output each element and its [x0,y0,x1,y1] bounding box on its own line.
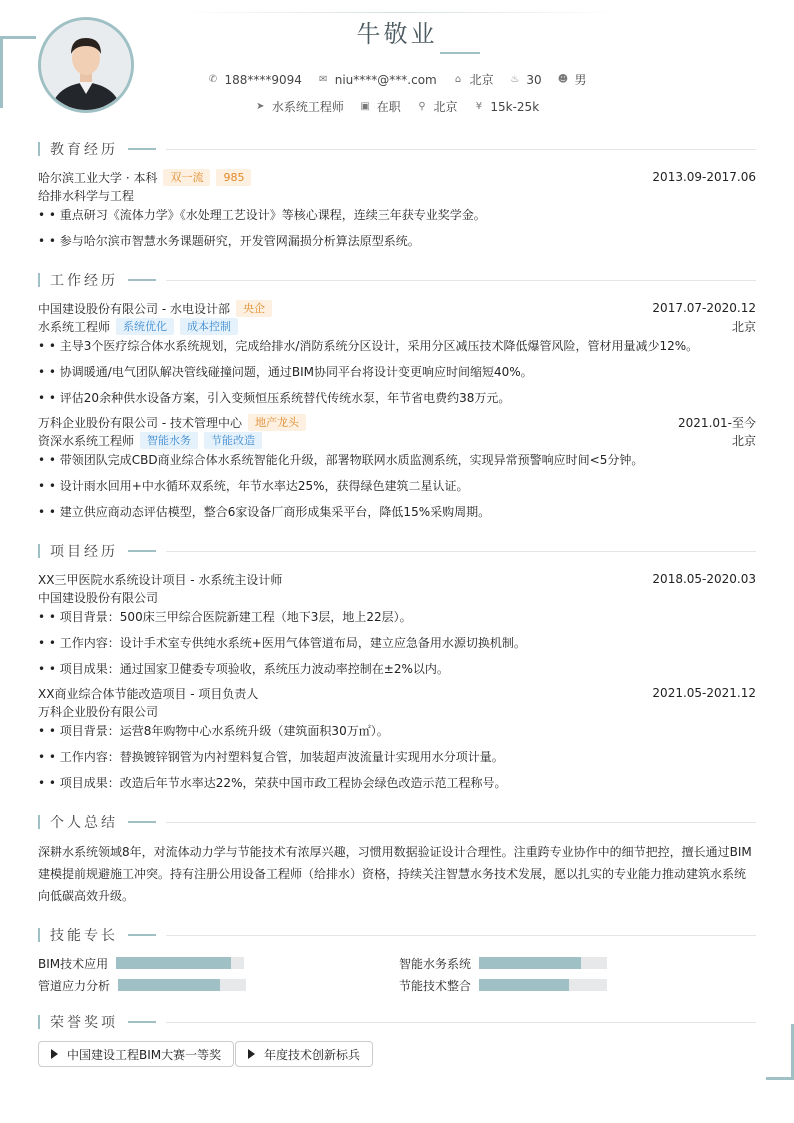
project-date: 2021.05-2021.12 [652,686,756,700]
education-major-row [38,187,756,203]
work-date: 2017.07-2020.12 [652,301,756,315]
location-icon: ⚲ [418,101,426,112]
skill-item [399,978,607,992]
work-bullet: • • 评估20余种供水设备方案，引入变频恒压系统替代传统水泵，年节省电费约38万元。 [38,391,511,405]
skill-name: 节能技术整合 [399,978,472,993]
project-bullet: • • 工作内容：替换镀锌钢管为内衬塑料复合管，加装超声波流量计实现用水分项计量。 [38,750,504,764]
school-name: 哈尔滨工业大学 · 本科 [38,170,158,185]
work-city-text: 北京 [433,100,458,114]
job-title: 资深水系统工程师 [38,433,135,448]
skill-tag: 系统优化 [116,318,174,335]
contact-row [0,71,794,88]
job-title: 水系统工程师 [38,319,111,334]
section-title-education: 教育经历 [38,141,756,157]
education-tag: 985 [216,169,251,186]
job-target-item [255,98,344,115]
corner-decoration-bottom-right [766,1024,794,1080]
project-name: XX三甲医院水系统设计项目 - 水系统主设计师 [38,572,283,587]
skill-bar [118,979,246,991]
city-text: 北京 [469,73,494,87]
work-company-row [38,414,756,430]
work-bullet: • • 设计雨水回用+中水循环双系统，年节水率达25%，获得绿色建筑二星认证。 [38,479,469,493]
money-icon: ¥ [475,101,483,112]
gender-text: 男 [574,73,587,87]
gender-item [558,71,587,88]
project-header [38,685,756,701]
send-icon: ➤ [256,101,265,112]
skill-tag: 节能改造 [204,432,262,449]
project-org-row [38,703,756,719]
project-org: 中国建设股份有限公司 [38,590,159,605]
work-title-row [38,318,756,334]
job-intent-row [0,98,794,115]
section-title-awards: 荣誉奖项 [38,1014,756,1030]
person-icon: ☻ [557,74,569,85]
skill-name: BIM技术应用 [38,956,109,971]
project-bullet: • • 项目成果：通过国家卫健委专项验收，系统压力波动率控制在±2%以内。 [38,662,449,676]
company-tag: 地产龙头 [248,414,306,431]
skill-bar-fill [479,979,569,991]
education-date: 2013.09-2017.06 [652,170,756,184]
skill-tag: 智能水务 [140,432,198,449]
education-bullet: • • 重点研习《流体力学》《水处理工艺设计》等核心课程，连续三年获专业奖学金。 [38,208,486,222]
project-date: 2018.05-2020.03 [652,572,756,586]
project-bullet: • • 项目背景：500床三甲综合医院新建工程（地下3层，地上22层）。 [38,610,412,624]
age-text: 30 [526,72,542,87]
skill-bar-fill [116,957,231,969]
salary-text: 15k-25k [490,99,540,114]
play-icon [51,1049,58,1059]
mail-icon: ✉ [319,74,328,85]
skill-name: 智能水务系统 [399,956,472,971]
work-city: 北京 [731,319,756,334]
award-item [235,1041,373,1067]
work-company-row [38,300,756,316]
work-city-item [417,98,458,115]
major: 给排水科学与工程 [38,188,135,203]
phone-text: 188****9094 [224,72,302,87]
status-text: 在职 [376,100,401,114]
home-icon: ⌂ [454,74,462,85]
age-item [509,73,541,87]
summary-text: 深耕水系统领域8年，对流体动力学与节能技术有浓厚兴趣，习惯用数据验证设计合理性。注重跨专业协作中的细节把控，擅长通过BIM建模提前规避施工冲突。持有注册公用设备工程师（给排水）资格，持续关注智慧水务技术发展，愿以扎实的专业能力推动建筑水系统向低碳高效升级。 [38,845,752,903]
project-header [38,571,756,587]
briefcase-icon: ▣ [360,101,370,112]
skill-bar [479,957,607,969]
award-name: 年度技术创新标兵 [264,1047,361,1062]
skill-item [38,978,246,992]
section-title-work: 工作经历 [38,272,756,288]
company-name: 中国建设股份有限公司 - 水电设计部 [38,301,230,316]
skill-bar-fill [479,957,581,969]
work-bullet: • • 带领团队完成CBD商业综合体水系统智能化升级，部署物联网水质监测系统，实现异常预警响应时间<5分钟。 [38,453,644,467]
work-bullet: • • 协调暖通/电气团队解决管线碰撞问题，通过BIM协同平台将设计变更响应时间缩短40%。 [38,365,533,379]
section-title-project: 项目经历 [38,543,756,559]
project-org: 万科企业股份有限公司 [38,704,159,719]
candidate-name: 牛敬业 [356,20,438,48]
email-item [318,73,437,87]
work-date: 2021.01-至今 [678,415,756,430]
phone-item [207,73,301,87]
skill-tag: 成本控制 [180,318,238,335]
skill-bar-fill [118,979,220,991]
work-city: 北京 [731,433,756,448]
cake-icon: ♨ [510,74,520,85]
skill-name: 管道应力分析 [38,978,111,993]
name-underline [440,52,480,54]
project-bullet: • • 项目成果：改造后年节水率达22%，荣获中国市政工程协会绿色改造示范工程称号。 [38,776,507,790]
section-title-summary: 个人总结 [38,814,756,830]
award-item [38,1041,234,1067]
project-bullet: • • 项目背景：运营8年购物中心水系统升级（建筑面积30万㎡）。 [38,724,389,738]
city-item [453,71,494,88]
section-title-skills: 技能专长 [38,927,756,943]
project-org-row [38,589,756,605]
play-icon [248,1049,255,1059]
company-tag: 央企 [236,300,272,317]
skill-bar [116,957,244,969]
work-title-row [38,432,756,448]
education-bullet: • • 参与哈尔滨市智慧水务课题研究，开发管网漏损分析算法原型系统。 [38,234,420,248]
education-header [38,169,756,185]
work-bullet: • • 主导3个医疗综合体水系统规划，完成给排水/消防系统分区设计，采用分区减压技术降低爆管风险，管材用量减少12%。 [38,339,699,353]
skill-item [38,956,244,970]
header-divider [180,12,620,13]
education-tag: 双一流 [163,169,210,186]
email-text: niu****@***.com [334,72,437,87]
work-bullet: • • 建立供应商动态评估模型，整合6家设备厂商形成集采平台，降低15%采购周期。 [38,505,491,519]
project-name: XX商业综合体节能改造项目 - 项目负责人 [38,686,259,701]
status-item [360,98,401,115]
skill-item [399,956,607,970]
phone-icon: ✆ [208,74,218,85]
skill-bar [479,979,607,991]
salary-item [473,100,539,114]
job-target-text: 水系统工程师 [271,100,344,114]
company-name: 万科企业股份有限公司 - 技术管理中心 [38,415,242,430]
project-bullet: • • 工作内容：设计手术室专供纯水系统+医用气体管道布局，建立应急备用水源切换机制。 [38,636,526,650]
award-name: 中国建设工程BIM大赛一等奖 [67,1047,222,1062]
